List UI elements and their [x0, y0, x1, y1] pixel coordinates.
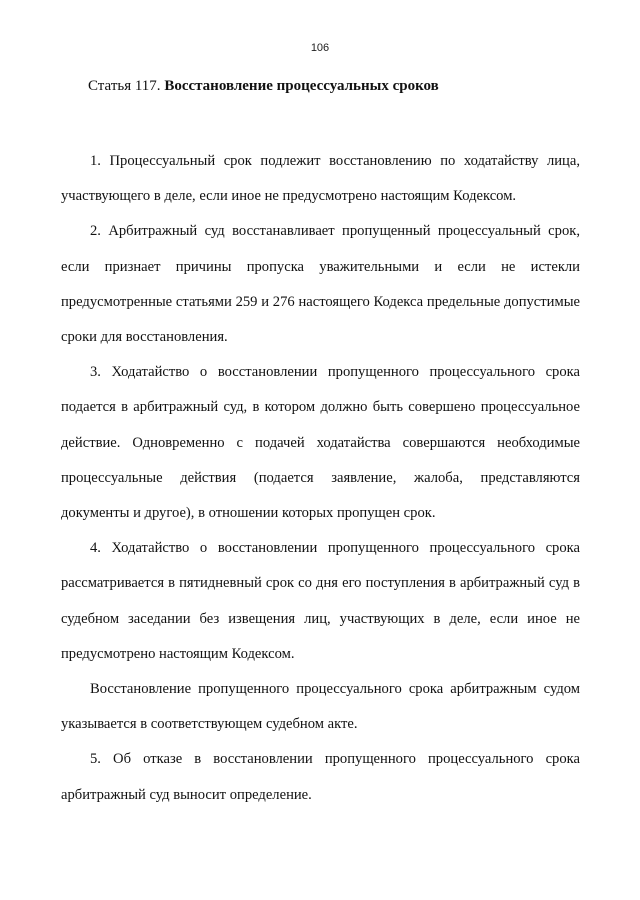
article-heading: [88, 76, 588, 96]
paragraph-1: 1. Процессуальный срок подлежит восстановлению по ходатайству лица, участвующего в деле, если иное не предусмотрено настоящим Кодексом.: [61, 153, 580, 205]
paragraph-3: 3. Ходатайство о восстановлении пропущенного процессуального срока подается в арбитражный суд, в котором должно быть совершено процессуальное действие. Одновременно с подачей ходатайства совершаются необходимые процессуальные действия (подается заявление, жалоба, представляются документы и другое), в отношении которых пропущен срок.: [61, 364, 580, 522]
paragraph-5: 5. Об отказе в восстановлении пропущенного процессуального срока арбитражный суд выносит определение.: [61, 751, 580, 803]
article-number: Статья 117.: [88, 78, 161, 94]
paragraph-4: 4. Ходатайство о восстановлении пропущенного процессуального срока рассматривается в пятидневный срок со дня его поступления в арбитражный суд в судебном заседании без извещения лиц, участвующих в деле, если иное не предусмотрено настоящим Кодексом.: [61, 540, 580, 662]
paragraph-2: 2. Арбитражный суд восстанавливает пропущенный процессуальный срок, если признает причины пропуска уважительными и если не истекли предусмотренные статьями 259 и 276 настоящего Кодекса предельные допустимые сроки для восстановления.: [61, 223, 580, 346]
article-title: Восстановление процессуальных сроков: [164, 78, 439, 94]
paragraph-4-continuation: Восстановление пропущенного процессуального срока арбитражным судом указывается в соответствующем судебном акте.: [61, 681, 580, 733]
page-number: 106: [310, 42, 330, 54]
article-body: [61, 144, 580, 813]
